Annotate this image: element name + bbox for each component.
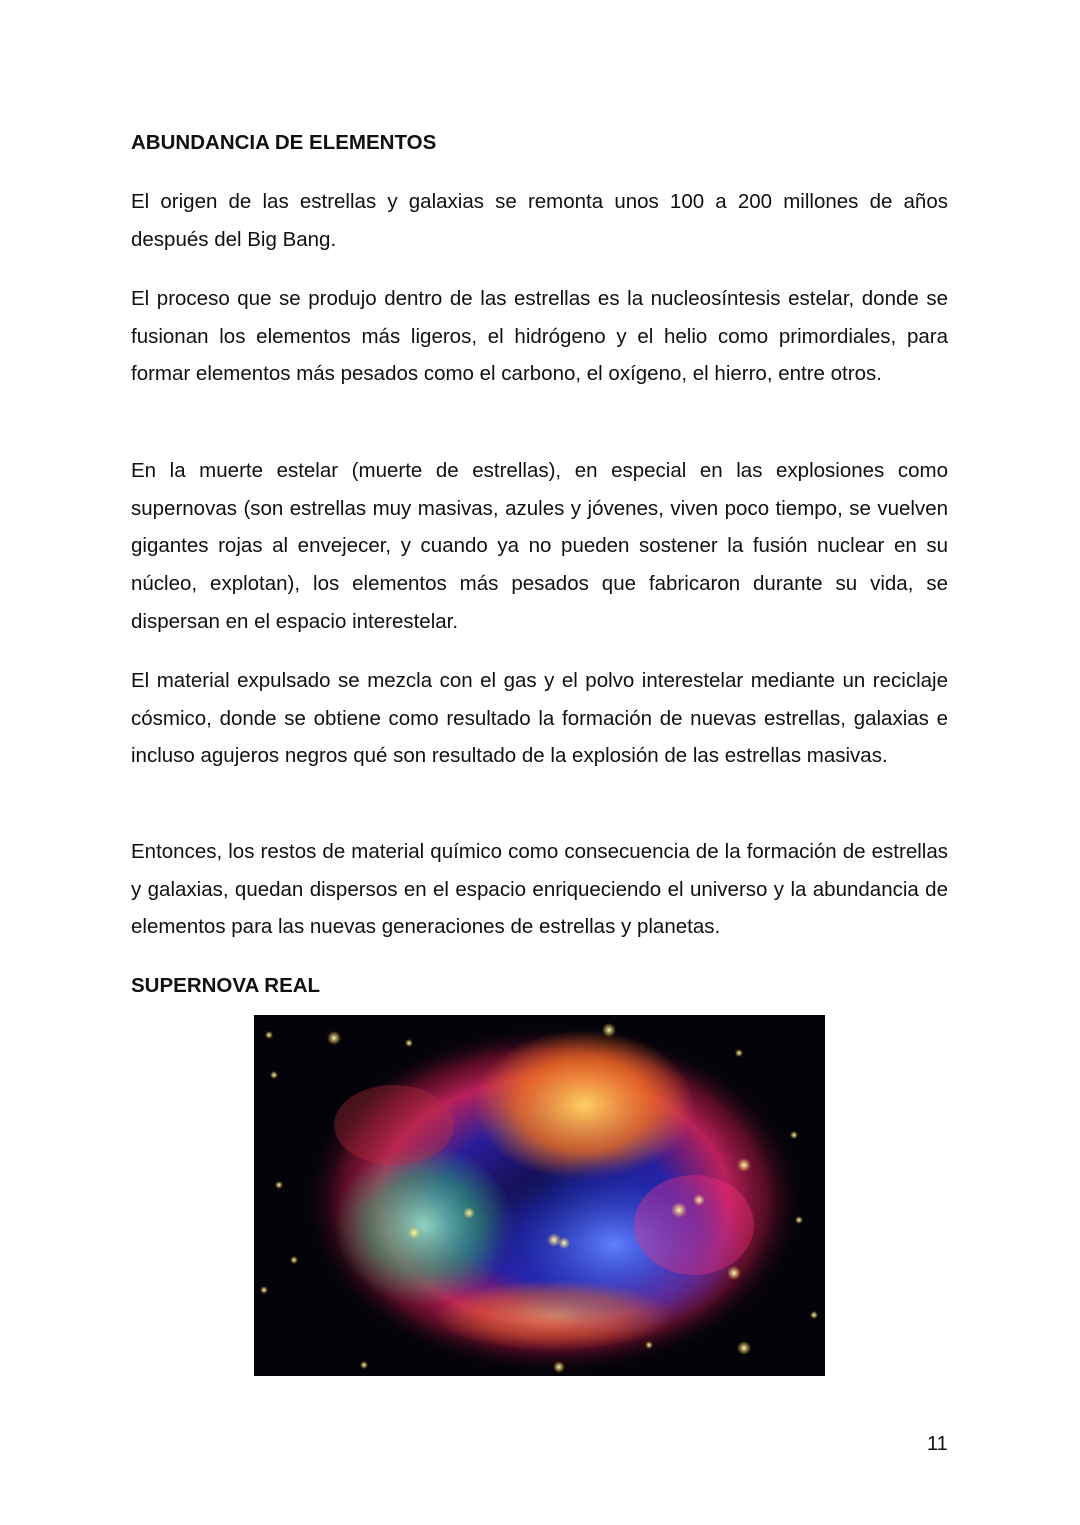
paragraph-nucleosynthesis: El proceso que se produjo dentro de las estrellas es la nucleosíntesis estelar, donde se fusionan los elementos más ligeros, el hidrógeno y el helio como primordiales, para formar elementos más pesados como el carbono, el oxígeno, el hierro, entre otros.	[131, 287, 948, 386]
paragraph-stellar-death: En la muerte estelar (muerte de estrellas), en especial en las explosiones como supernovas (son estrellas muy masivas, azules y jóvenes, viven poco tiempo, se vuelven gigantes rojas al envejecer, y cuando ya no pueden sostener la fusión nuclear en su núcleo, explotan), los elementos más pesados que fabricaron durante su vida, se dispersan en el espacio interestelar.	[131, 459, 948, 633]
figure-title: SUPERNOVA REAL	[131, 974, 321, 997]
paragraph-cosmic-recycling: El material expulsado se mezcla con el gas y el polvo interestelar mediante un reciclaje cósmico, donde se obtiene como resultado la formación de nuevas estrellas, galaxias e incluso agujeros negros qué son resultado de la explosión de las estrellas masivas.	[131, 669, 948, 768]
section-title: ABUNDANCIA DE ELEMENTOS	[131, 131, 437, 154]
supernova-image	[254, 1015, 825, 1376]
paragraph-conclusion: Entonces, los restos de material químico como consecuencia de la formación de estrellas y galaxias, quedan dispersos en el espacio enriqueciendo el universo y la abundancia de elementos para las nuevas generaciones de estrellas y planetas.	[131, 840, 948, 939]
page-number: 11	[927, 1433, 948, 1455]
paragraph-origin: El origen de las estrellas y galaxias se remonta unos 100 a 200 millones de años después del Big Bang.	[131, 190, 948, 251]
